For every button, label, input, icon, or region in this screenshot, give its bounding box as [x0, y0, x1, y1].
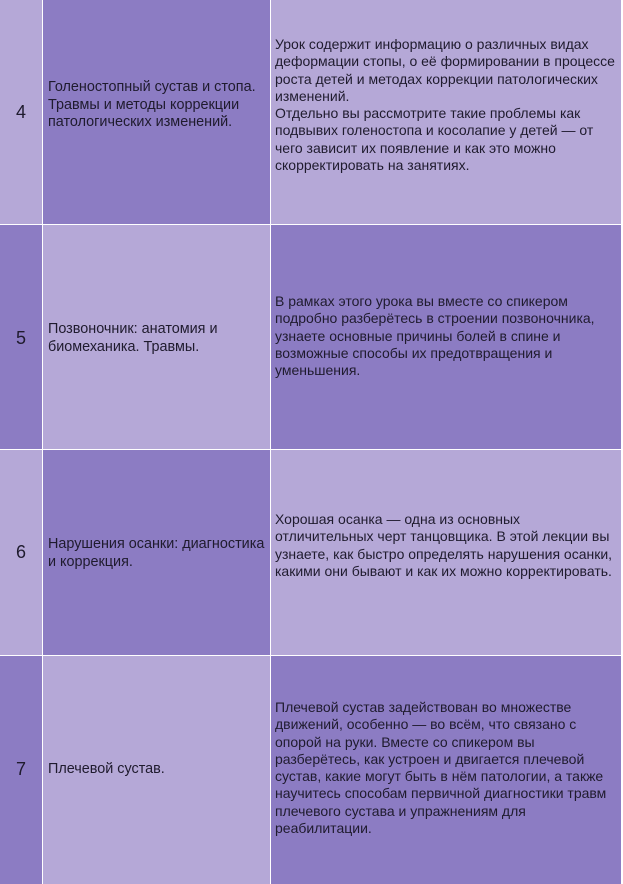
lesson-title-cell	[43, 656, 270, 884]
lesson-number: 5	[15, 328, 26, 348]
lesson-description: Хорошая осанка — одна из основных отличительных черт танцовщика. В этой лекции вы узнаете, как быстро определять нарушения осанки, какими они бывают и как их можно корректировать.	[275, 511, 613, 579]
lesson-number-cell	[0, 656, 42, 884]
lesson-title: Голеностопный сустав и стопа. Травмы и методы коррекции патологических изменений.	[48, 79, 256, 130]
lesson-description-cell	[271, 0, 621, 224]
lesson-description: Плечевой сустав задействован во множестве движений, особенно — во всём, что связано с опорой на руки. Вместе со спикером вы разберётесь, как устроен и двигается плечевой сустав, какие могут быть в нём патологии, а также научитесь способам первичной диагностики травм плечевого сустава и упражнениям для реабилитации.	[275, 699, 607, 837]
lesson-title-cell	[43, 225, 270, 449]
table-row	[0, 225, 621, 449]
lesson-title-cell	[43, 0, 270, 224]
lesson-description-cell	[271, 656, 621, 884]
table-row	[0, 0, 621, 224]
lesson-description: Урок содержит информацию о различных видах деформации стопы, о её формировании в процессе роста детей и методах коррекции патологических изменений. Отдельно вы рассмотрите такие проблемы как подвывих голеностопа и косолапие у детей — от чего зависит их появление и как это можно скорректировать на занятиях.	[275, 36, 615, 174]
lesson-number-cell	[0, 450, 42, 655]
lesson-number: 6	[15, 542, 26, 562]
table-row	[0, 450, 621, 655]
lesson-title: Позвоночник: анатомия и биомеханика. Травмы.	[48, 321, 218, 355]
lesson-number: 7	[15, 759, 26, 779]
lesson-description-cell	[271, 450, 621, 655]
lesson-number-cell	[0, 225, 42, 449]
lesson-title-cell	[43, 450, 270, 655]
lesson-title: Плечевой сустав.	[48, 761, 165, 777]
lesson-description: В рамках этого урока вы вместе со спикером подробно разберётесь в строении позвоночника, узнаете основные причины болей в спине и возможные способы их предотвращения и уменьшения.	[275, 293, 595, 379]
lesson-description-cell	[271, 225, 621, 449]
lesson-number: 4	[15, 102, 26, 122]
lesson-title: Нарушения осанки: диагностика и коррекция.	[48, 536, 265, 570]
table-row	[0, 656, 621, 884]
lesson-number-cell	[0, 0, 42, 224]
